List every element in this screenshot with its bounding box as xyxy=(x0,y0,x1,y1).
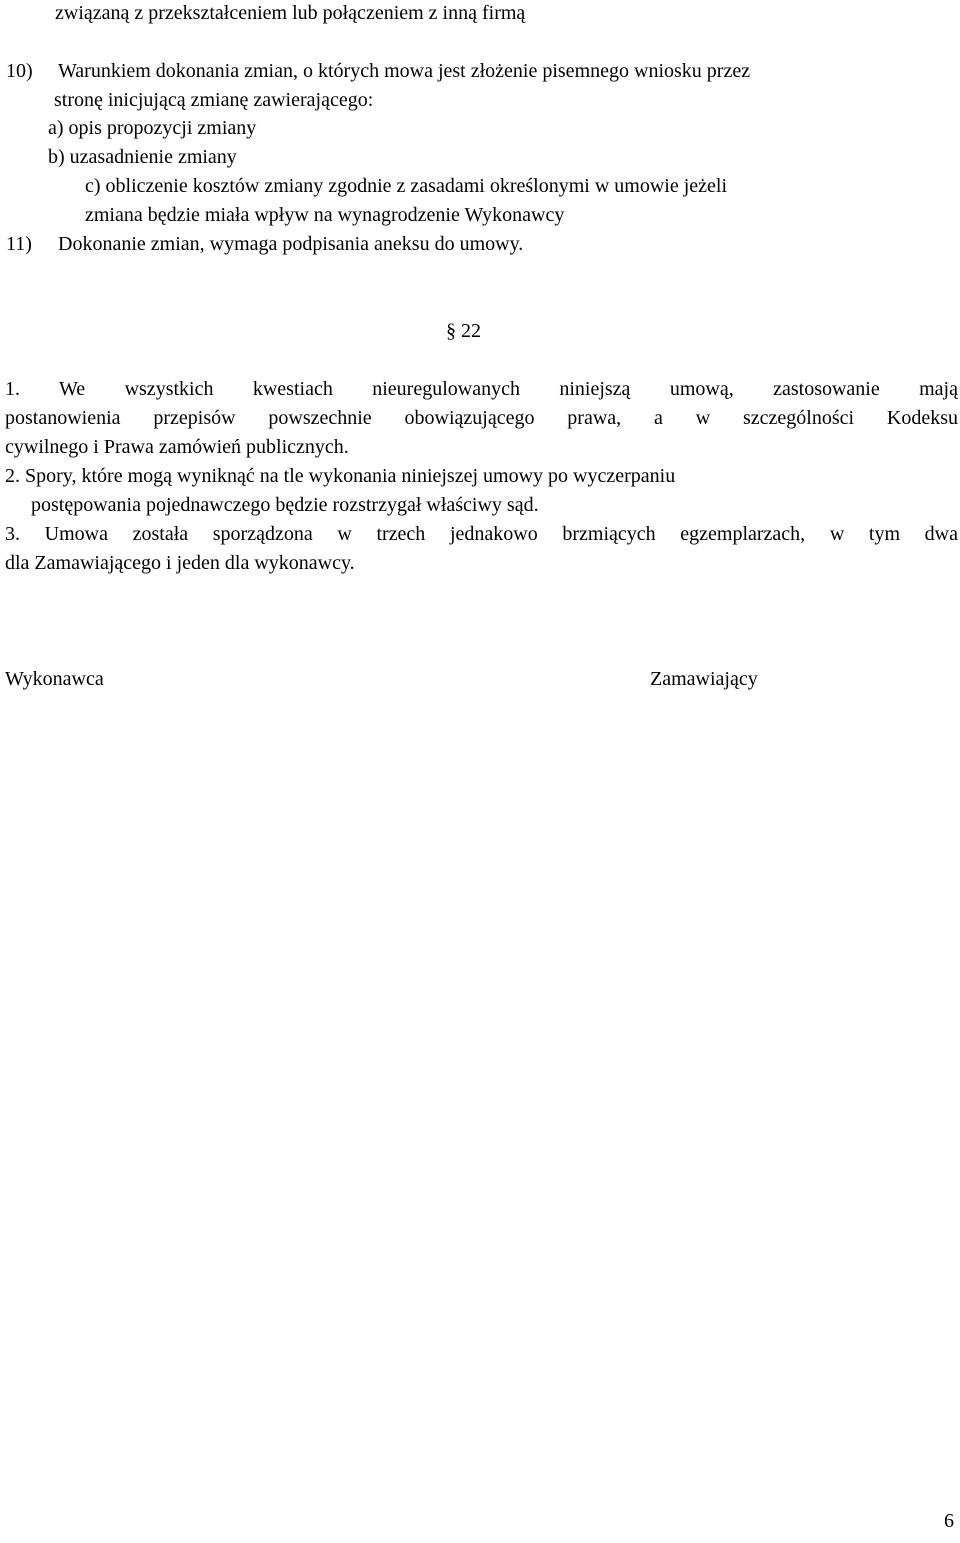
signature-right-label: Zamawiający xyxy=(650,668,758,690)
paragraph-3-line-1-text: 3. Umowa została sporządzona w trzech jednakowo brzmiących egzemplarzach, w tym dwa xyxy=(5,523,958,545)
paragraph-3-line-1 xyxy=(5,522,958,546)
paragraph-1-line-1 xyxy=(5,377,958,401)
paragraph-1-line-2 xyxy=(5,406,958,430)
paragraph-1-line-2-text: postanowienia przepisów powszechnie obowiązującego prawa, a w szczególności Kodeksu xyxy=(5,407,958,429)
item-10-number: 10) xyxy=(6,60,33,82)
signature-left-label: Wykonawca xyxy=(5,668,104,690)
paragraph-3-line-2: dla Zamawiającego i jeden dla wykonawcy. xyxy=(5,552,355,574)
item-11-number: 11) xyxy=(6,233,32,255)
continued-fragment: związaną z przekształceniem lub połączeniem z inną firmą xyxy=(55,2,526,24)
item-11-text: Dokonanie zmian, wymaga podpisania aneksu do umowy. xyxy=(58,233,524,255)
paragraph-1-line-3: cywilnego i Prawa zamówień publicznych. xyxy=(5,436,349,458)
item-10-text-line-2: stronę inicjującą zmianę zawierającego: xyxy=(54,89,374,111)
paragraph-2-line-2: postępowania pojednawczego będzie rozstrzygał właściwy sąd. xyxy=(31,494,539,516)
sub-item-a: a) opis propozycji zmiany xyxy=(48,117,257,139)
item-10-text-line-1: Warunkiem dokonania zmian, o których mowa jest złożenie pisemnego wniosku przez xyxy=(58,60,751,82)
sub-item-c-line-2: zmiana będzie miała wpływ na wynagrodzenie Wykonawcy xyxy=(85,204,565,226)
paragraph-1-line-1-text: 1. We wszystkich kwestiach nieuregulowanych niniejszą umową, zastosowanie mają xyxy=(5,378,958,400)
section-heading: § 22 xyxy=(446,320,481,342)
sub-item-b: b) uzasadnienie zmiany xyxy=(48,146,237,168)
page-number: 6 xyxy=(944,1510,954,1532)
sub-item-c-line-1: c) obliczenie kosztów zmiany zgodnie z zasadami określonymi w umowie jeżeli xyxy=(85,175,728,197)
paragraph-2-line-1: 2. Spory, które mogą wyniknąć na tle wykonania niniejszej umowy po wyczerpaniu xyxy=(5,465,676,487)
